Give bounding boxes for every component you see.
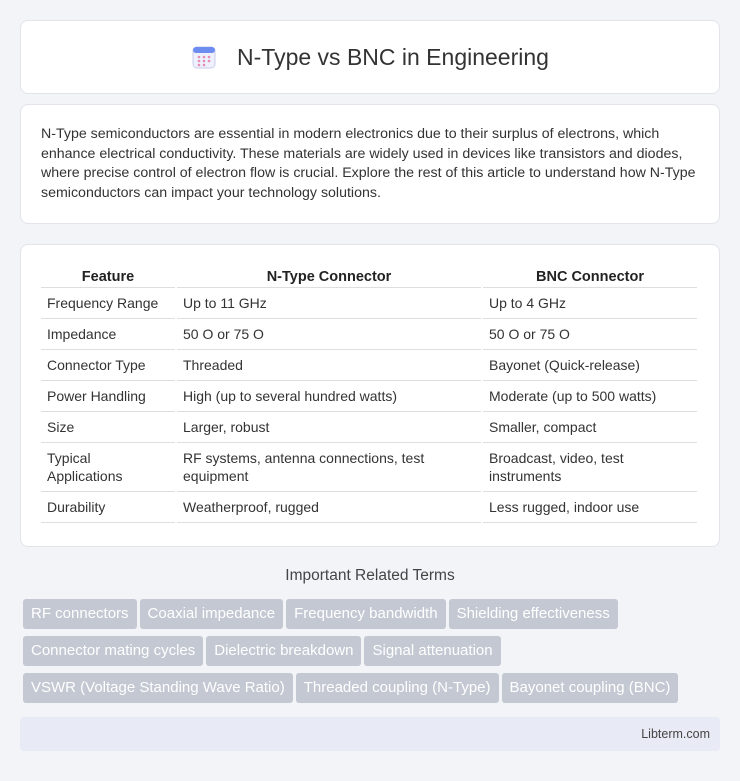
related-terms-list <box>23 599 723 710</box>
table-cell: Bayonet (Quick-release) <box>483 350 697 381</box>
table-row <box>41 350 697 381</box>
tag-signal-attenuation[interactable]: Signal attenuation <box>364 636 500 666</box>
table-cell: Impedance <box>41 319 175 350</box>
table-cell: 50 Ο or 75 Ο <box>483 319 697 350</box>
table-cell: Moderate (up to 500 watts) <box>483 381 697 412</box>
table-cell: Typical Applications <box>41 443 175 492</box>
page-title: N-Type vs BNC in Engineering <box>237 43 549 70</box>
footer <box>20 717 720 751</box>
tag-shielding-effectiveness[interactable]: Shielding effectiveness <box>449 599 618 629</box>
table-cell: Up to 4 GHz <box>483 288 697 319</box>
intro-card <box>20 104 720 224</box>
tag-frequency-bandwidth[interactable]: Frequency bandwidth <box>286 599 445 629</box>
table-row <box>41 443 697 492</box>
tag-rf-connectors[interactable]: RF connectors <box>23 599 137 629</box>
table-cell: Less rugged, indoor use <box>483 492 697 523</box>
header-feature: Feature <box>41 265 175 288</box>
table-cell: Weatherproof, rugged <box>177 492 481 523</box>
table-row <box>41 381 697 412</box>
table-cell: 50 Ο or 75 Ο <box>177 319 481 350</box>
tag-connector-mating-cycles[interactable]: Connector mating cycles <box>23 636 203 666</box>
table-cell: Power Handling <box>41 381 175 412</box>
table-cell: Size <box>41 412 175 443</box>
table-row <box>41 492 697 523</box>
comparison-table <box>39 265 699 523</box>
table-cell: Broadcast, video, test instruments <box>483 443 697 492</box>
table-cell: Larger, robust <box>177 412 481 443</box>
table-row <box>41 288 697 319</box>
title-card <box>20 20 720 94</box>
table-cell: Frequency Range <box>41 288 175 319</box>
table-header-row <box>41 265 697 288</box>
calendar-icon <box>191 44 217 70</box>
header-ntype: N-Type Connector <box>177 265 481 288</box>
table-row <box>41 412 697 443</box>
table-cell: Threaded <box>177 350 481 381</box>
table-cell: Connector Type <box>41 350 175 381</box>
comparison-card <box>20 244 720 547</box>
table-cell: Up to 11 GHz <box>177 288 481 319</box>
table-cell: RF systems, antenna connections, test equipment <box>177 443 481 492</box>
table-row <box>41 319 697 350</box>
tag-dielectric-breakdown[interactable]: Dielectric breakdown <box>206 636 361 666</box>
table-cell: High (up to several hundred watts) <box>177 381 481 412</box>
intro-text: N-Type semiconductors are essential in modern electronics due to their surplus of electrons, which enhance electrical conductivity. These materials are widely used in devices like transistors and diodes, where precise control of electron flow is crucial. Explore the rest of this article to understand how N-Type semiconductors can impact your technology solutions. <box>41 126 696 201</box>
tag-bayonet-coupling[interactable]: Bayonet coupling (BNC) <box>502 673 679 703</box>
tag-vswr[interactable]: VSWR (Voltage Standing Wave Ratio) <box>23 673 293 703</box>
header-bnc: BNC Connector <box>483 265 697 288</box>
tag-threaded-coupling[interactable]: Threaded coupling (N-Type) <box>296 673 499 703</box>
footer-site-link[interactable]: Libterm.com <box>641 727 710 741</box>
related-terms-title: Important Related Terms <box>285 567 455 584</box>
table-cell: Smaller, compact <box>483 412 697 443</box>
tag-coaxial-impedance[interactable]: Coaxial impedance <box>140 599 284 629</box>
table-cell: Durability <box>41 492 175 523</box>
